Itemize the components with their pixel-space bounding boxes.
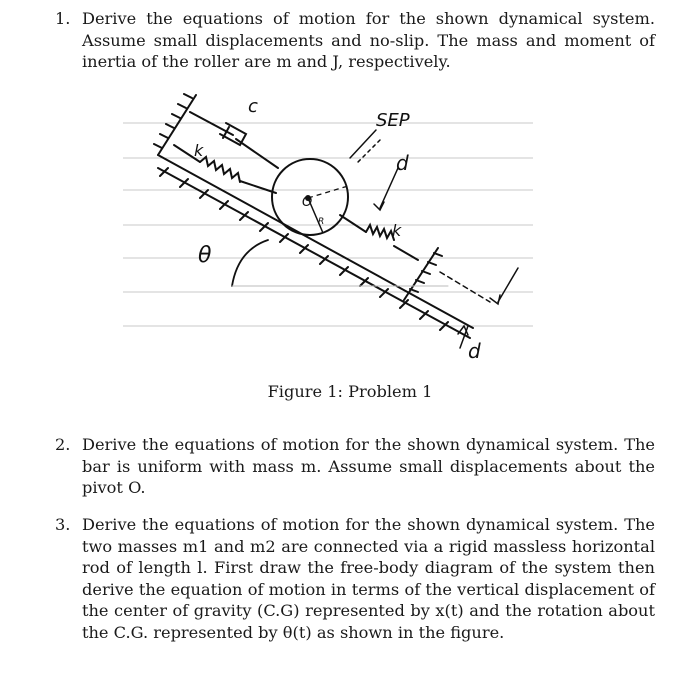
problem-1-number: 1. — [55, 9, 71, 28]
problem-1 — [55, 8, 655, 73]
sep-label: SEP — [376, 110, 410, 131]
paper-lines — [123, 123, 533, 326]
problem-3-text: Derive the equations of motion for the shown dynamical system. The two masses m1 and m2 are connected via a rigid massless horizontal rod of length l. First draw the free-body diagram of the system then derive the equation of motion in terms of the vertical displacement of the center of gravity (C.G) represented by x(t) and the rotation about the C.G. represented by θ(t) as shown in the figure. — [82, 515, 655, 642]
problem-2-number: 2. — [55, 435, 71, 454]
figure-caption: Figure 1: Problem 1 — [267, 382, 433, 401]
problem-2 — [55, 434, 655, 499]
problem-3 — [55, 514, 655, 643]
sep-line — [350, 130, 398, 210]
damper-label: c — [248, 96, 258, 117]
spring-left-label: k — [194, 141, 204, 160]
angle-label: θ — [198, 243, 212, 268]
radius-label: R — [318, 217, 325, 227]
center-label: O — [302, 195, 313, 210]
spring-right-label: k — [392, 221, 402, 240]
displacement-bottom-label: d — [468, 339, 481, 363]
problem-3-number: 3. — [55, 515, 71, 534]
displacement-top-label: d — [396, 151, 409, 175]
problem-1-text: Derive the equations of motion for the shown dynamical system. Assume small displacements and no-slip. The mass and moment of inertia of the roller are m and J, respectively. — [82, 9, 655, 71]
displacement-d — [440, 268, 518, 348]
labels — [194, 96, 481, 363]
problem-2-text: Derive the equations of motion for the shown dynamical system. The bar is uniform with mass m. Assume small displacements about the pivot O. — [82, 435, 655, 497]
roller-incline-diagram — [118, 90, 538, 372]
right-spring — [340, 215, 418, 260]
figure-1 — [118, 90, 538, 372]
